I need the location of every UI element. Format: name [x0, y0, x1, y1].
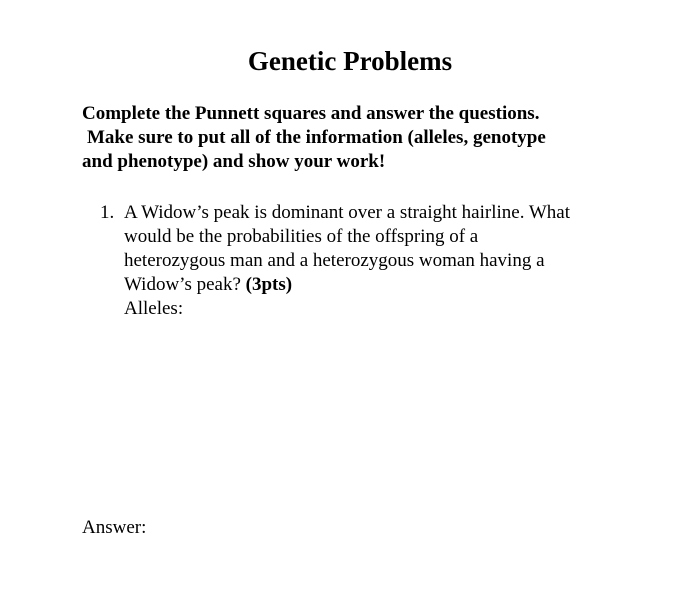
question-line-1: A Widow’s peak is dominant over a straight hairline. What: [124, 202, 570, 223]
question-line-2: would be the probabilities of the offspring of a: [124, 226, 479, 247]
question-number: 1.: [100, 202, 115, 223]
instructions-line-3: and phenotype) and show your work!: [82, 151, 386, 172]
question-line-4: [124, 273, 624, 297]
instructions-line-1: Complete the Punnett squares and answer the questions.: [82, 103, 540, 124]
points-label: (3pts): [245, 274, 293, 295]
question-line-4-text: Widow’s peak?: [124, 274, 241, 295]
answer-label: Answer:: [82, 517, 147, 538]
page-title: Genetic Problems: [247, 46, 453, 76]
alleles-label: Alleles:: [124, 298, 184, 319]
instructions: [82, 102, 642, 174]
question-line-3: heterozygous man and a heterozygous woman having a: [124, 250, 545, 271]
instructions-line-2: Make sure to put all of the information (alleles, genotype: [87, 127, 546, 148]
question-text: [124, 201, 624, 321]
